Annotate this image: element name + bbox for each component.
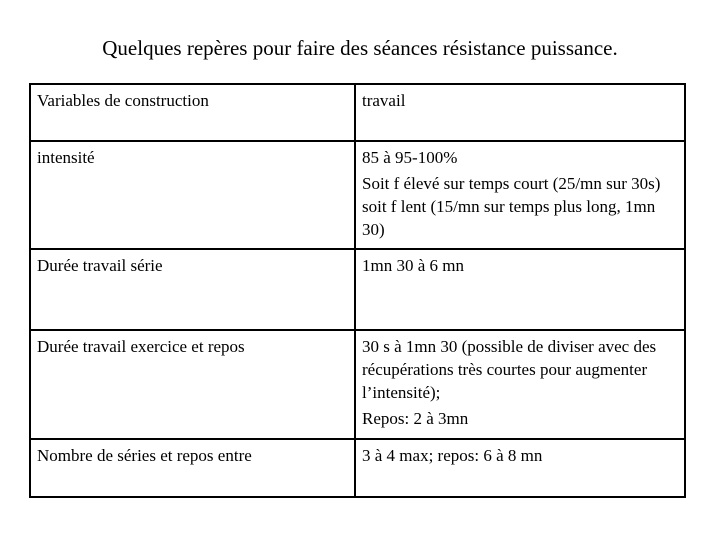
header-travail: travail	[362, 91, 406, 110]
value-line: Repos: 2 à 3mn	[362, 409, 469, 428]
row-variable: Nombre de séries et repos entre	[37, 446, 252, 465]
table-header-row	[31, 85, 684, 140]
row-value	[362, 444, 680, 470]
row-value	[362, 254, 680, 280]
row-variable: Durée travail série	[37, 256, 163, 275]
value-line: 3 à 4 max; repos: 6 à 8 mn	[362, 446, 543, 465]
row-value	[362, 335, 680, 433]
value-line: 1mn 30 à 6 mn	[362, 256, 464, 275]
value-line: Soit f élevé sur temps court (25/mn sur 30s) soit f lent (15/mn sur temps plus long, 1mn 30)	[362, 174, 661, 239]
table-row	[31, 329, 684, 438]
table-row	[31, 438, 684, 496]
value-line: 85 à 95-100%	[362, 148, 458, 167]
header-variables: Variables de construction	[37, 91, 209, 110]
row-value	[362, 146, 680, 244]
row-variable: intensité	[37, 148, 95, 167]
table-row	[31, 248, 684, 329]
table-row	[31, 140, 684, 248]
guidelines-table	[29, 83, 686, 498]
page-title: Quelques repères pour faire des séances résistance puissance.	[102, 36, 618, 60]
row-variable: Durée travail exercice et repos	[37, 337, 245, 356]
value-line: 30 s à 1mn 30 (possible de diviser avec des récupérations très courtes pour augmenter l’intensité);	[362, 337, 657, 402]
